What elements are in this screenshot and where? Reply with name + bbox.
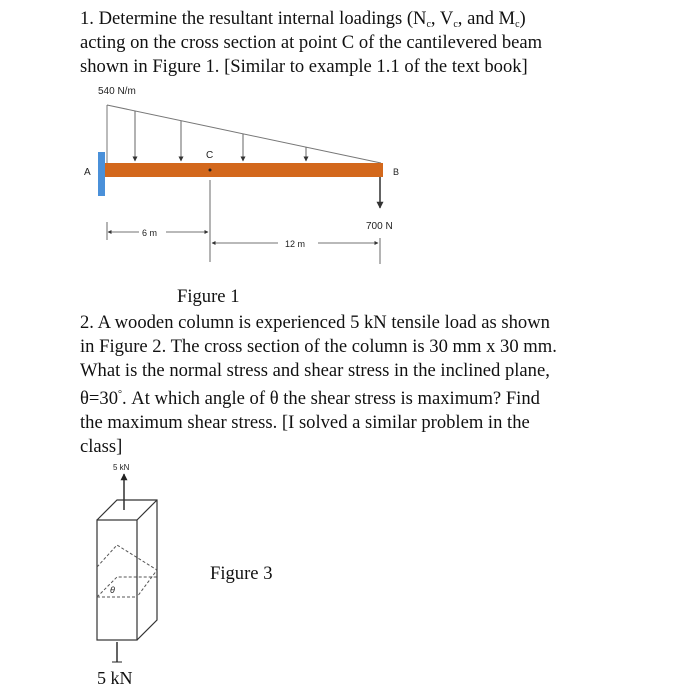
problem-2-line-6: class]	[80, 436, 123, 458]
problem-1-line-1: 1. Determine the resultant internal loadings ($N_c$, $V_c$, and $M_c$)	[80, 8, 526, 30]
point-b-label: B	[393, 167, 400, 177]
column-block	[97, 500, 157, 640]
point-c-label: C	[206, 150, 214, 161]
point-force-label: 700 N	[366, 221, 393, 232]
top-load-label: 5 kN	[113, 463, 130, 472]
problem-1-line-3: shown in Figure 1. [Similar to example 1.1 of the text book]	[80, 56, 528, 77]
inclined-plane	[97, 577, 157, 597]
point-c-marker	[209, 169, 212, 172]
point-a-label: A	[84, 167, 91, 178]
distributed-load-outline	[107, 105, 381, 163]
problem-2-text	[80, 311, 670, 459]
theta-label: θ	[110, 585, 115, 595]
distributed-load-arrows	[135, 111, 306, 161]
dimension-6m-label: 6 m	[142, 228, 158, 238]
figure-1-caption: Figure 1	[177, 286, 240, 307]
problem-2-line-1: 2. A wooden column is experienced 5 kN tensile load as shown	[80, 312, 550, 333]
dimension-12m-label: 12 m	[285, 239, 306, 249]
load-intensity-label: 540 N/m	[98, 86, 136, 97]
figure-1-beam-diagram	[0, 0, 700, 300]
problem-1-line-2: acting on the cross section at point C of the cantilevered beam	[80, 32, 543, 53]
cantilever-beam	[105, 163, 383, 177]
bottom-load-label: 5 kN	[97, 668, 133, 688]
dimension-lines	[107, 180, 380, 264]
problem-2-line-2: in Figure 2. The cross section of the column is 30 mm x 30 mm.	[80, 336, 557, 357]
inclined-plane-edge	[97, 545, 157, 597]
fixed-support-wall	[98, 152, 105, 196]
figure-3-caption: Figure 3	[210, 563, 273, 584]
problem-2-line-5: the maximum shear stress. [I solved a similar problem in the	[80, 412, 530, 434]
problem-2-line-4: θ=30°. At which angle of θ the shear stress is maximum? Find	[80, 388, 540, 410]
problem-2-line-3: What is the normal stress and shear stress in the inclined plane,	[80, 360, 550, 381]
